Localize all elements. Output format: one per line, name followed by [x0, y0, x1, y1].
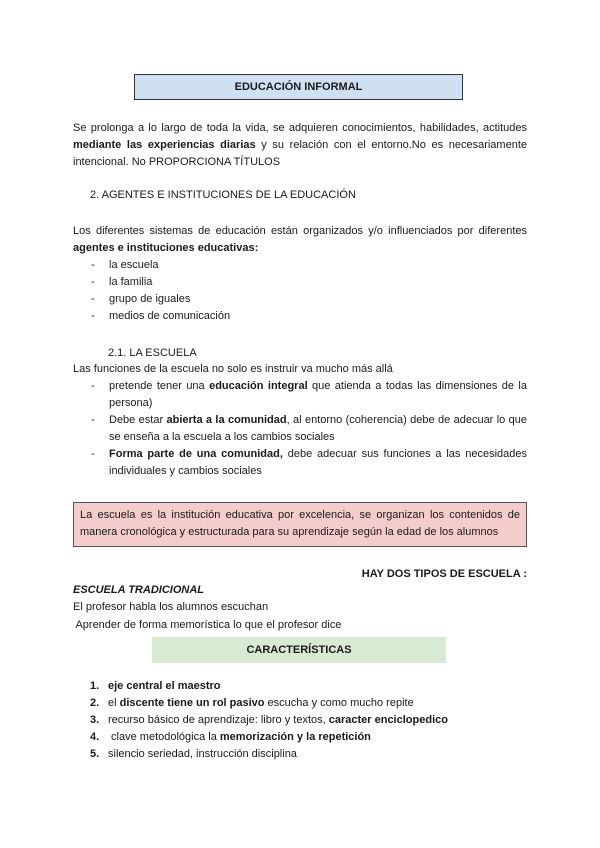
item-text: Debe estar: [109, 414, 167, 426]
item-number: 3.: [90, 714, 100, 726]
intro-line-1: Se prolonga a lo largo de toda la vida, se adquieren conocimientos, habilidades, actitudes: [73, 122, 527, 134]
traditional-heading: ESCUELA TRADICIONAL: [73, 584, 204, 596]
characteristics-list: [90, 678, 448, 763]
list-item: - la familia: [91, 274, 527, 291]
traditional-line-1: El profesor habla los alumnos escuchan: [73, 601, 269, 613]
traditional-line-2: Aprender de forma memorística lo que el profesor dice: [73, 619, 342, 631]
item-bold: educación integral: [209, 380, 308, 392]
item-bold: memorización y la repetición: [219, 731, 371, 743]
item-text: clave metodológica la: [108, 731, 220, 743]
item-text: debe adecuar sus funciones a las necesidades individuales y cambios sociales: [109, 448, 527, 477]
list-item: [90, 729, 448, 746]
section2-heading: 2. AGENTES E INSTITUCIONES DE LA EDUCACIÓN: [90, 189, 356, 201]
section21-intro: Las funciones de la escuela no solo es instruir va mucho más allá: [73, 363, 393, 375]
item-text: , al entorno (coherencia) debe de adecuar lo que se enseña a la escuela a los cambios sociales: [109, 414, 527, 443]
item-bold: Forma parte de una comunidad,: [109, 448, 283, 460]
intro-line-2-rest: y su relación con el entorno.No es necesariamente: [255, 139, 527, 151]
item-text: que atienda a todas las dimensiones de la persona): [109, 380, 527, 409]
section2-bold: agentes e instituciones educativas:: [73, 242, 259, 254]
list-item: [90, 695, 448, 712]
intro-bold: mediante las experiencias diarias: [73, 139, 256, 151]
section-title: EDUCACIÓN INFORMAL: [134, 74, 463, 100]
agents-list: [91, 257, 527, 325]
list-item: [91, 378, 527, 412]
item-bold: eje central el maestro: [108, 680, 221, 692]
intro-line-3: intencional. No PROPORCIONA TÍTULOS: [73, 156, 281, 168]
item-text: escucha y como mucho repite: [264, 697, 414, 709]
item-bold: caracter enciclopedico: [328, 714, 448, 726]
section2-line-2: [73, 240, 527, 257]
types-heading: HAY DOS TIPOS DE ESCUELA :: [361, 568, 527, 580]
highlight-box: La escuela es la institución educativa por excelencia, se organizan los contenidos de manera cronológica y estructurada para su aprendizaje según la edad de los alumnos: [73, 502, 527, 547]
list-item: [91, 446, 527, 480]
section2-line-1: Los diferentes sistemas de educación están organizados y/o influenciados por diferentes: [73, 225, 527, 237]
section2-paragraph: [73, 223, 527, 257]
list-item: [90, 746, 448, 763]
item-number: 5.: [90, 748, 100, 760]
item-text: silencio seriedad, instrucción disciplina: [108, 748, 297, 760]
item-number: 2.: [90, 697, 100, 709]
list-item: [90, 712, 448, 729]
item-text: el: [108, 697, 120, 709]
item-bold: discente tiene un rol pasivo: [119, 697, 265, 709]
list-item: [91, 412, 527, 446]
school-functions-list: [91, 378, 527, 480]
item-text: pretende tener una: [109, 380, 210, 392]
section21-heading: 2.1. LA ESCUELA: [108, 347, 197, 359]
item-number: 1.: [90, 680, 100, 692]
list-item: - la escuela: [91, 257, 527, 274]
intro-paragraph: [73, 120, 527, 171]
intro-line-2: [73, 137, 527, 154]
characteristics-heading: CARACTERÍSTICAS: [152, 637, 446, 663]
list-item: - grupo de iguales: [91, 291, 527, 308]
list-item: - medios de comunicación: [91, 308, 527, 325]
item-bold: abierta a la comunidad: [166, 414, 287, 426]
item-text: recurso básico de aprendizaje: libro y textos,: [108, 714, 329, 726]
list-item: [90, 678, 448, 695]
item-number: 4.: [90, 731, 100, 743]
